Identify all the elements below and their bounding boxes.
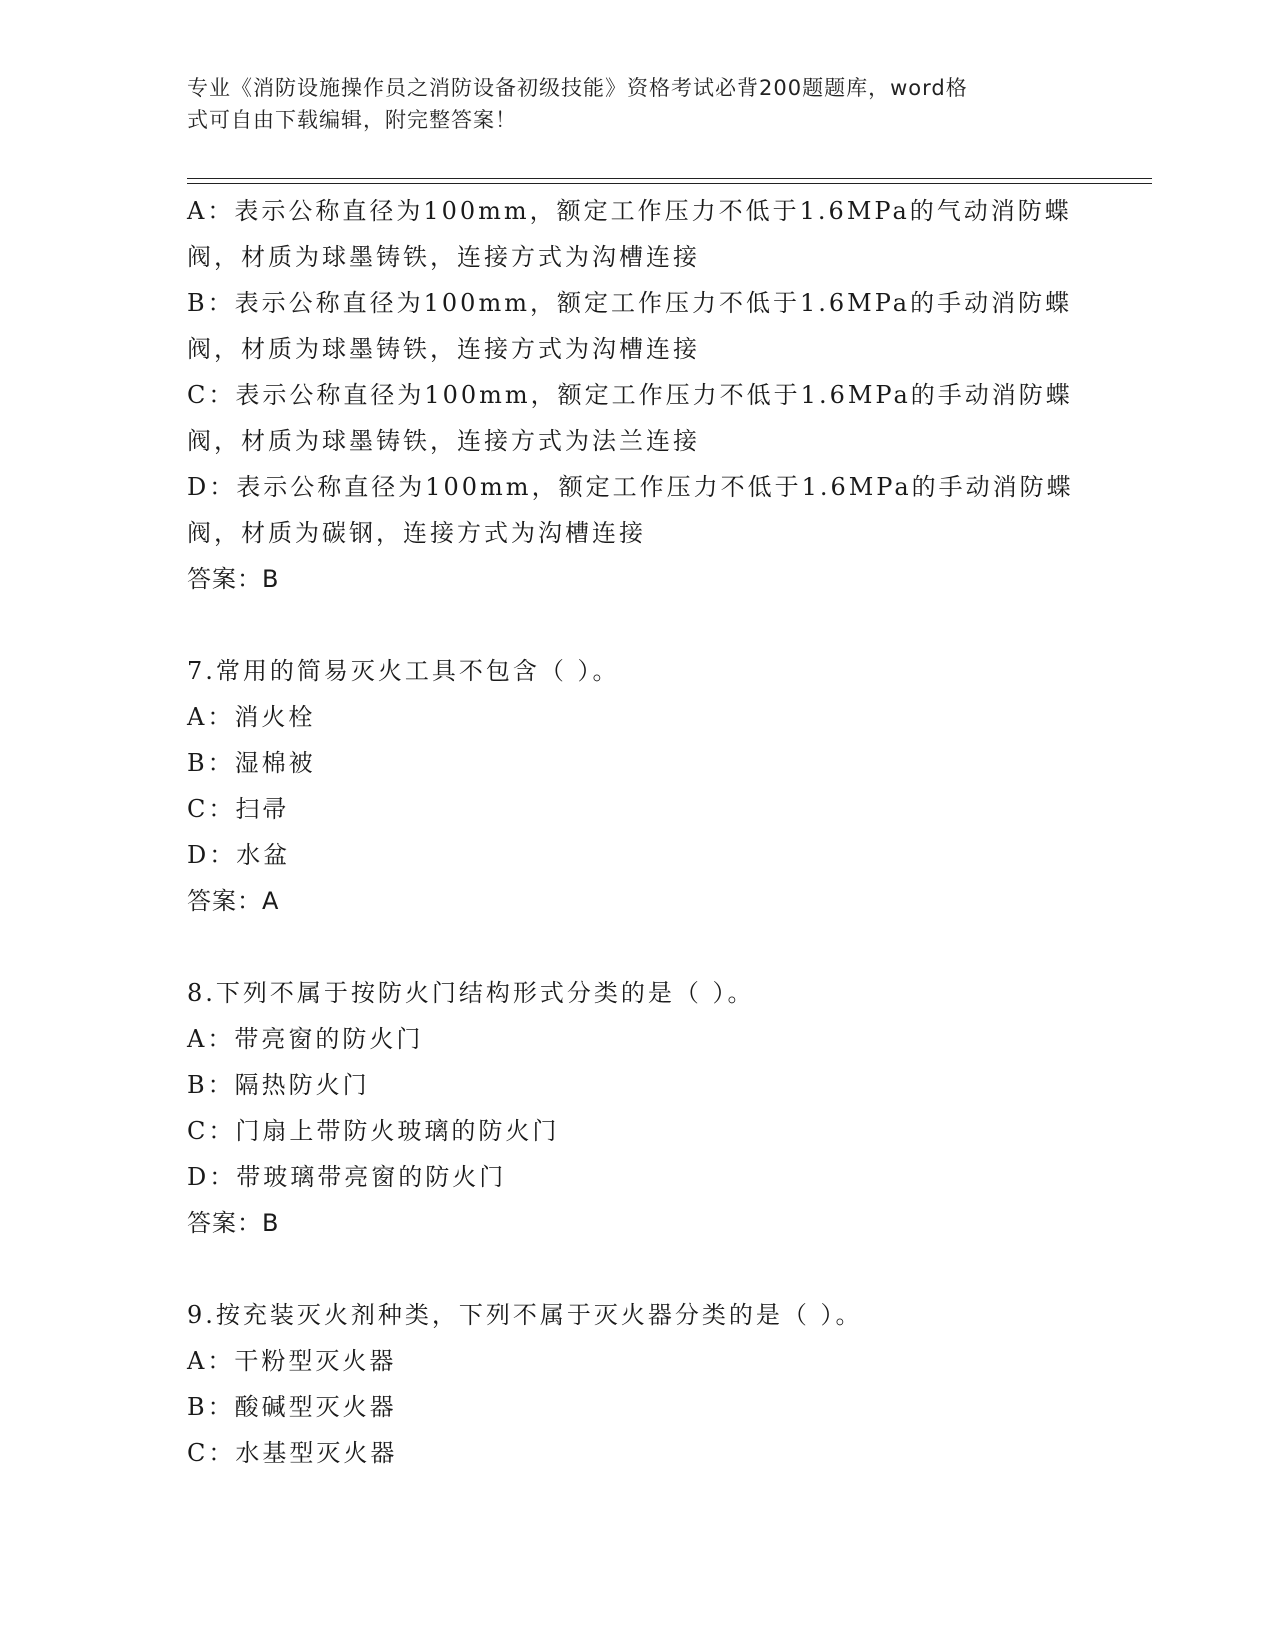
- q6-option-d-line1: D：表示公称直径为100mm，额定工作压力不低于1.6MPa的手动消防蝶: [187, 473, 1074, 501]
- q8-option-b: B：隔热防火门: [187, 1071, 370, 1099]
- q8-question: 8.下列不属于按防火门结构形式分类的是（ ）。: [187, 979, 755, 1007]
- question-8-block: [187, 970, 1087, 1246]
- header-line-2: 式可自由下载编辑，附完整答案！: [187, 108, 517, 132]
- q6-option-b-line1: B：表示公称直径为100mm，额定工作压力不低于1.6MPa的手动消防蝶: [187, 289, 1073, 317]
- q8-option-d: D：带玻璃带亮窗的防火门: [187, 1163, 507, 1191]
- q6-answer: 答案：B: [187, 565, 280, 593]
- q6-option-a-line2: 阀，材质为球墨铸铁，连接方式为沟槽连接: [187, 243, 700, 271]
- q7-option-c: C：扫帚: [187, 795, 290, 823]
- q6-option-a-line1: A：表示公称直径为100mm，额定工作压力不低于1.6MPa的气动消防蝶: [187, 197, 1072, 225]
- question-9-block: [187, 1292, 1087, 1476]
- q7-option-b: B：湿棉被: [187, 749, 316, 777]
- q7-answer: 答案：A: [187, 887, 280, 915]
- document-header: [187, 72, 1067, 136]
- q8-answer: 答案：B: [187, 1209, 280, 1237]
- q6-option-c-line1: C：表示公称直径为100mm，额定工作压力不低于1.6MPa的手动消防蝶: [187, 381, 1073, 409]
- q6-option-b-line2: 阀，材质为球墨铸铁，连接方式为沟槽连接: [187, 335, 700, 363]
- q7-question: 7.常用的简易灭火工具不包含（ ）。: [187, 657, 620, 685]
- header-divider-bottom: [187, 183, 1152, 184]
- q7-option-d: D：水盆: [187, 841, 291, 869]
- spacer: [187, 924, 1087, 970]
- q6-option-d-line2: 阀，材质为碳钢，连接方式为沟槽连接: [187, 519, 646, 547]
- question-content: [187, 188, 1087, 1476]
- q9-question: 9.按充装灭火剂种类，下列不属于灭火器分类的是（ ）。: [187, 1301, 863, 1329]
- q6-option-c-line2: 阀，材质为球墨铸铁，连接方式为法兰连接: [187, 427, 700, 455]
- header-line-1: 专业《消防设施操作员之消防设备初级技能》资格考试必背200题题库，word格: [187, 76, 968, 100]
- q8-option-a: A：带亮窗的防火门: [187, 1025, 424, 1053]
- spacer: [187, 602, 1087, 648]
- q8-option-c: C：门扇上带防火玻璃的防火门: [187, 1117, 560, 1145]
- header-divider-top: [187, 178, 1152, 179]
- q9-option-c: C：水基型灭火器: [187, 1439, 398, 1467]
- question-6-block: [187, 188, 1087, 602]
- q9-option-a: A：干粉型灭火器: [187, 1347, 397, 1375]
- q7-option-a: A：消火栓: [187, 703, 316, 731]
- question-7-block: [187, 648, 1087, 924]
- q9-option-b: B：酸碱型灭火器: [187, 1393, 397, 1421]
- spacer: [187, 1246, 1087, 1292]
